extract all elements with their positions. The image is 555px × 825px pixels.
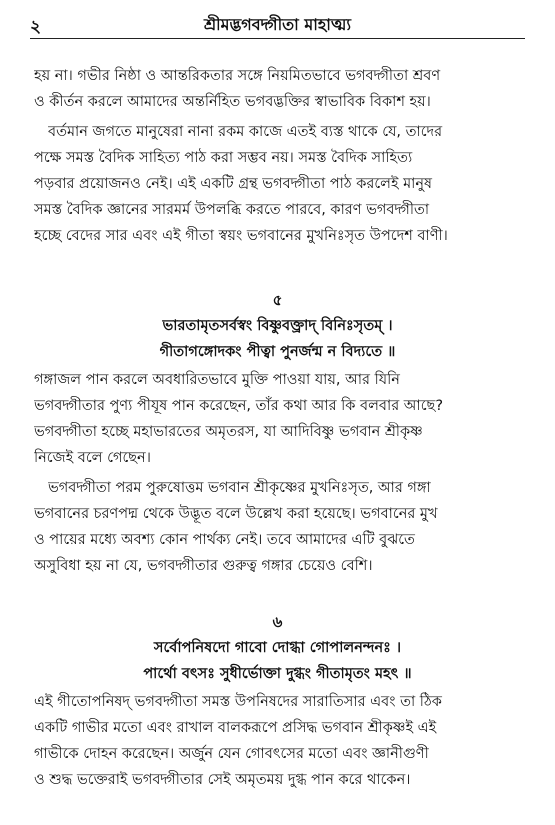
text-line: সমস্ত বৈদিক জ্ঞানের সারমর্ম উপলব্ধি করতে পারবে, কারণ ভগবদ্গীতা xyxy=(34,202,430,218)
text-line: একটি গাভীর মতো এবং রাখাল বালকরূপে প্রসিদ্ধ ভগবান শ্রীকৃষ্ণই এই xyxy=(34,720,437,736)
page-header xyxy=(30,12,525,38)
text-line: অসুবিধা হয় না যে, ভগবদ্গীতার গুরুত্ব গঙ্গার চেয়েও বেশি। xyxy=(34,558,373,574)
text-line: পক্ষে সমস্ত বৈদিক সাহিত্য পাঠ করা সম্ভব নয়। সমস্ত বৈদিক সাহিত্য xyxy=(34,150,413,166)
text-line: হচ্ছে বেদের সার এবং এই গীতা স্বয়ং ভগবানের মুখনিঃসৃত উপদেশ বাণী। xyxy=(34,228,448,244)
verse-number: ৬ xyxy=(272,613,283,631)
verse-line: গীতাগঙ্গোদকং পীত্বা পুনর্জন্ম ন বিদ্যতে ॥ xyxy=(159,344,396,360)
verse-line: পার্থো বৎসঃ সুধীর্ভোক্তা দুগ্ধং গীতামৃতং মহৎ ॥ xyxy=(143,666,412,682)
text-line: ও শুদ্ধ ভক্তেরাই ভগবদ্গীতার সেই অমৃতময় দুগ্ধ পান করে থাকেন। xyxy=(34,772,411,788)
verse-number: ৫ xyxy=(272,291,283,309)
verse-line: ভারতামৃতসর্বস্বং বিষ্ণুবক্ত্রাদ্ বিনিঃসৃতম্ । xyxy=(162,318,393,334)
text-line: ও পায়ের মধ্যে অবশ্য কোন পার্থক্য নেই। তবে আমাদের এটি বুঝতে xyxy=(34,532,415,548)
text-line: হয় না। গভীর নিষ্ঠা ও আন্তরিকতার সঙ্গে নিয়মিতভাবে ভগবদ্গীতা শ্রবণ xyxy=(34,68,441,84)
verse-line: সর্বোপনিষদো গাবো দোগ্ধা গোপালনন্দনঃ । xyxy=(153,640,402,656)
text-line: গাভীকে দোহন করেছেন। অর্জুন যেন গোবৎসের মতো এবং জ্ঞানীগুণী xyxy=(34,746,429,762)
text-line: এই গীতোপনিষদ্ ভগবদ্গীতা সমস্ত উপনিষদের সারাতিসার এবং তা ঠিক xyxy=(34,694,442,710)
header-rule xyxy=(30,38,525,39)
text-line: ভগবদ্গীতা পরম পুরুষোত্তম ভগবান শ্রীকৃষ্ণের মুখনিঃসৃত, আর গঙ্গা xyxy=(48,480,431,496)
page-number: ২ xyxy=(30,17,42,37)
text-line: ও কীর্তন করলে আমাদের অন্তর্নিহিত ভগবদ্ভক্তির স্বাভাবিক বিকাশ হয়। xyxy=(34,94,431,110)
text-line: গঙ্গাজল পান করলে অবধারিতভাবে মুক্তি পাওয়া যায়, আর যিনি xyxy=(34,372,400,388)
text-line: নিজেই বলে গেছেন। xyxy=(34,450,151,466)
text-line: ভগবানের চরণপদ্ম থেকে উদ্ভূত বলে উল্লেখ করা হয়েছে। ভগবানের মুখ xyxy=(34,506,438,522)
running-title: শ্রীমদ্ভগবদ্গীতা মাহাত্ম্য xyxy=(203,15,352,34)
text-line: পড়বার প্রয়োজনও নেই। এই একটি গ্রন্থ ভগবদ্গীতা পাঠ করলেই মানুষ xyxy=(34,176,433,192)
text-line: ভগবদ্গীতা হচ্ছে মহাভারতের অমৃতরস, যা আদিবিষ্ণু ভগবান শ্রীকৃষ্ণ xyxy=(34,424,423,440)
text-line: ভগবদ্গীতার পুণ্য পীযূষ পান করেছেন, তাঁর কথা আর কি বলবার আছে? xyxy=(34,398,444,414)
text-line: বর্তমান জগতে মানুষেরা নানা রকম কাজে এতই ব্যস্ত থাকে যে, তাদের xyxy=(48,124,443,140)
